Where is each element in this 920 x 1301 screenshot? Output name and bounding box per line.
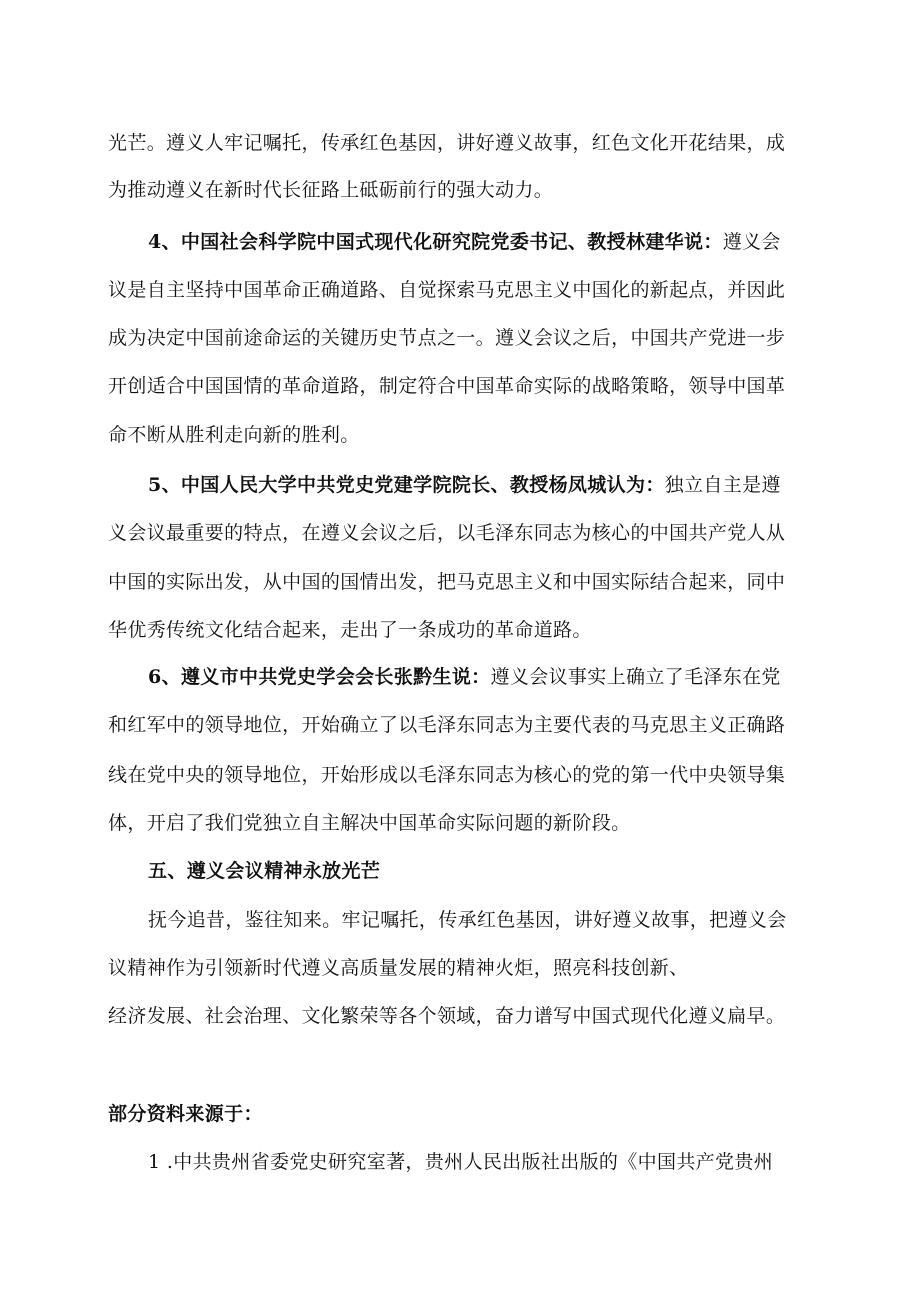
- quote-4-line-2: 议是自主坚持中国革命正确道路、自觉探索马克思主义中国化的新起点，并因此: [108, 279, 786, 301]
- closing-line-1: 抚今追昔，鉴往知来。牢记嘱托，传承红色基因，讲好遵义故事，把遵义会: [148, 909, 787, 931]
- quote-5-line-2: 义会议最重要的特点，在遵义会议之后，以毛泽东同志为核心的中国共产党人从: [108, 522, 786, 544]
- quote-4-line-3: 成为决定中国前途命运的关键历史节点之一。遵义会议之后，中国共产党进一步: [108, 327, 786, 349]
- quote-4-text-start: 遵义会: [722, 231, 781, 253]
- quote-6-line-2: 和红军中的领导地位，开始确立了以毛泽东同志为主要代表的马克思主义正确路: [108, 714, 786, 736]
- quote-4-line-5: 命不断从胜利走向新的胜利。: [108, 424, 360, 446]
- sources-item-1: 1 .中共贵州省委党史研究室著，贵州人民出版社出版的《中国共产党贵州: [148, 1151, 774, 1173]
- quote-6-speaker: 6、遵义市中共党史学会会长张黔生说：: [148, 666, 491, 688]
- quote-6-text-start: 遵义会议事实上确立了毛泽东在党: [490, 666, 781, 688]
- intro-line-2: 为推动遵义在新时代长征路上砥砺前行的强大动力。: [108, 179, 554, 201]
- section-heading: 五、遵义会议精神永放光芒: [148, 860, 381, 882]
- closing-line-2: 议精神作为引领新时代遵义高质量发展的精神火炬，照亮科技创新、: [108, 957, 689, 979]
- quote-6-line-3: 线在党中央的领导地位，开始形成以毛泽东同志为核心的党的第一代中央领导集: [108, 764, 786, 786]
- quote-4-speaker: 4、中国社会科学院中国式现代化研究院党委书记、教授林建华说：: [148, 231, 723, 253]
- quote-4-first-line: [148, 230, 781, 254]
- quote-5-text-start: 独立自主是遵: [664, 474, 781, 496]
- quote-4-line-4: 开创适合中国国情的革命道路，制定符合中国革命实际的战略策略，领导中国革: [108, 375, 786, 397]
- quote-5-speaker: 5、中国人民大学中共党史党建学院院长、教授杨凤城认为：: [148, 474, 665, 496]
- quote-6-line-4: 体，开启了我们党独立自主解决中国革命实际问题的新阶段。: [108, 812, 631, 834]
- quote-5-line-3: 中国的实际出发，从中国的国情出发，把马克思主义和中国实际结合起来，同中: [108, 571, 786, 593]
- closing-line-3: 经济发展、社会治理、文化繁荣等各个领域，奋力谱写中国式现代化遵义扁早。: [108, 1005, 786, 1027]
- quote-6-first-line: [148, 665, 781, 689]
- sources-heading: 部分资料来源于：: [108, 1103, 263, 1125]
- intro-line-1: 光芒。遵义人牢记嘱托，传承红色基因，讲好遵义故事，红色文化开花结果，成: [108, 132, 786, 154]
- quote-5-first-line: [148, 473, 781, 497]
- quote-5-line-4: 华优秀传统文化结合起来，走出了一条成功的革命道路。: [108, 619, 592, 641]
